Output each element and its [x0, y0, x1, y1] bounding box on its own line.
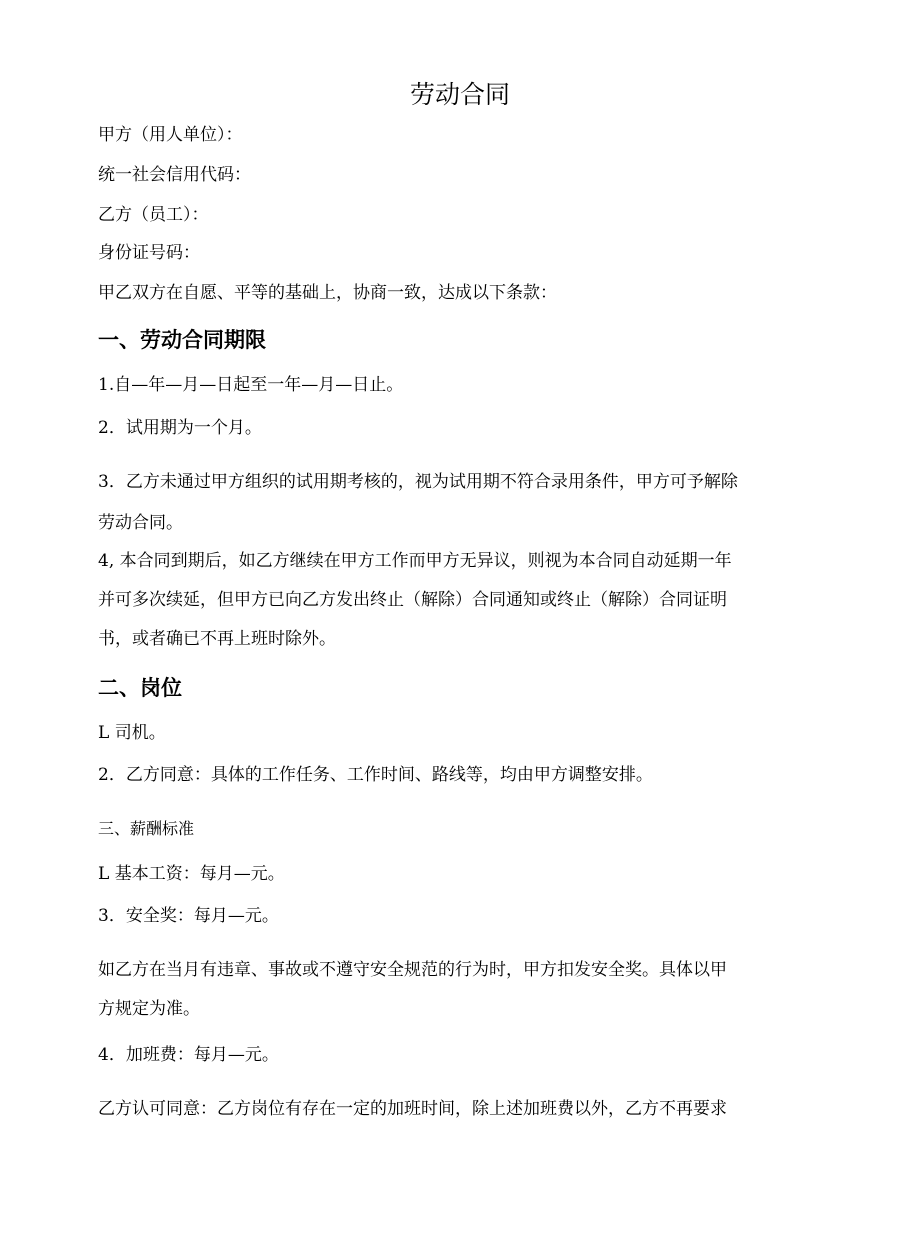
section2-heading: 二、岗位: [98, 676, 182, 700]
document-title: 劳动合同: [409, 80, 510, 109]
section3-item1: L 基本工资：每月—元。: [98, 864, 285, 884]
safety-note-line2: 方规定为准。: [98, 999, 200, 1019]
section3-item3: 3．安全奖：每月—元。: [98, 906, 279, 926]
safety-note-line1: 如乙方在当月有违章、事故或不遵守安全规范的行为时，甲方扣发安全奖。具体以甲: [98, 960, 727, 980]
party-b-label: 乙方（员工）：: [98, 205, 209, 225]
section1-heading: 一、劳动合同期限: [98, 328, 266, 352]
section2-item1: L 司机。: [98, 723, 166, 743]
section3-heading: 三、薪酬标准: [98, 819, 195, 838]
credit-code-label: 统一社会信用代码：: [98, 165, 251, 185]
section1-item3-line1: 3．乙方未通过甲方组织的试用期考核的，视为试用期不符合录用条件，甲方可予解除: [98, 472, 738, 492]
intro-paragraph: 甲乙双方在自愿、平等的基础上，协商一致，达成以下条款：: [98, 283, 557, 303]
section1-item4-line1: 4, 本合同到期后，如乙方继续在甲方工作而甲方无异议，则视为本合同自动延期一年: [98, 551, 732, 571]
party-a-label: 甲方（用人单位）：: [98, 125, 243, 145]
section2-item2: 2．乙方同意：具体的工作任务、工作时间、路线等，均由甲方调整安排。: [98, 765, 653, 785]
section1-item4-line3: 书，或者确已不再上班时除外。: [98, 629, 336, 649]
section1-item2: 2．试用期为一个月。: [98, 418, 262, 438]
section1-item3-line2: 劳动合同。: [98, 513, 183, 533]
id-number-label: 身份证号码：: [98, 243, 200, 263]
overtime-note-line1: 乙方认可同意：乙方岗位有存在一定的加班时间，除上述加班费以外，乙方不再要求: [98, 1099, 727, 1119]
section1-item1: 1.自—年—月—日起至一年—月—日止。: [98, 375, 404, 395]
section1-item4-line2: 并可多次续延，但甲方已向乙方发出终止（解除）合同通知或终止（解除）合同证明: [98, 590, 727, 610]
section3-item4: 4．加班费：每月—元。: [98, 1045, 279, 1065]
